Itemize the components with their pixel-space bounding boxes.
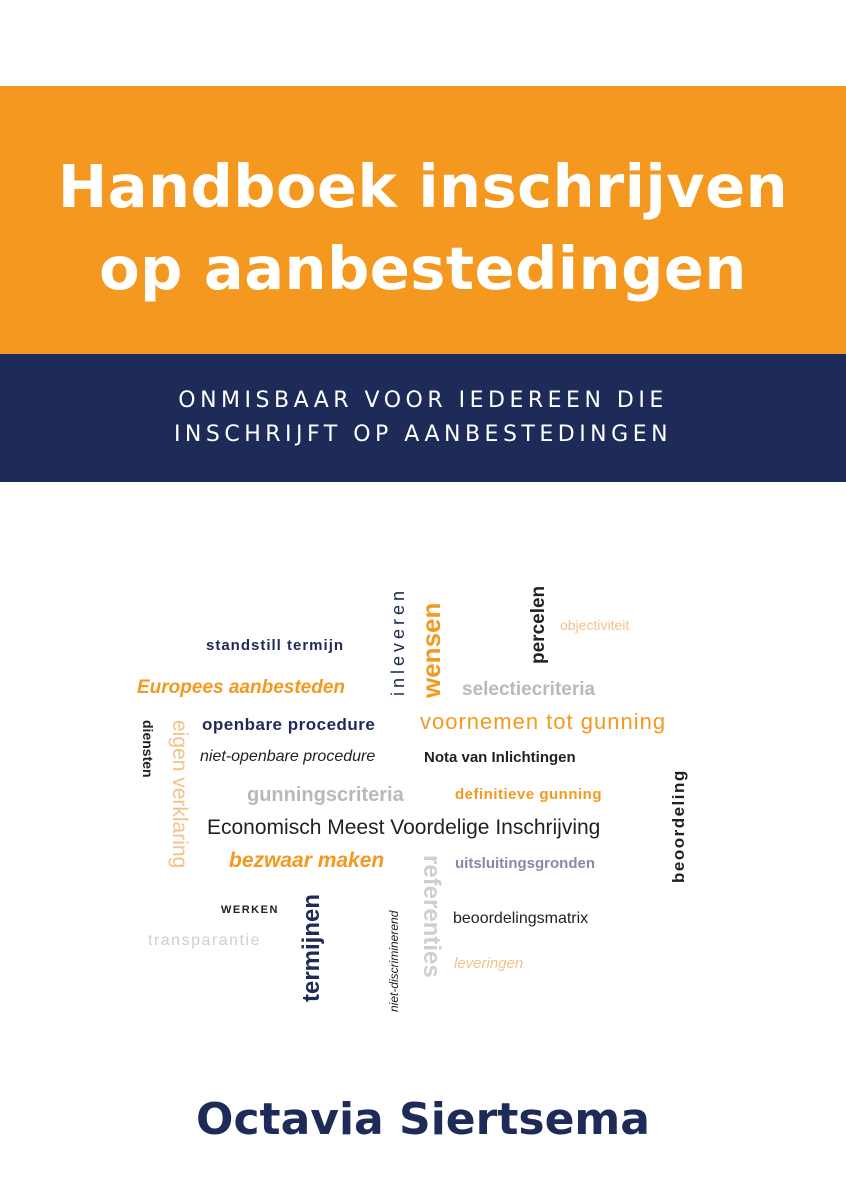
word-bezwaar-maken: bezwaar maken (229, 849, 385, 872)
word-standstill-termijn: standstill termijn (206, 637, 345, 654)
word-niet-discriminerend: niet-discriminerend (387, 910, 401, 1012)
word-nota-van-inlichtingen: Nota van Inlichtingen (424, 749, 576, 766)
word-gunningscriteria: gunningscriteria (247, 784, 404, 806)
word-referenties: referenties (418, 855, 445, 978)
word-termijnen: termijnen (298, 893, 325, 1002)
word-europees-aanbesteden: Europees aanbesteden (137, 677, 346, 698)
word-niet-openbare-procedure: niet-openbare procedure (200, 748, 376, 765)
word-beoordeling: beoordeling (669, 769, 688, 883)
word-selectiecriteria: selectiecriteria (462, 679, 596, 700)
word-definitieve-gunning: definitieve gunning (455, 786, 602, 803)
word-eigen-verklaring: eigen verklaring (168, 720, 191, 869)
book-title-line-2: op aanbestedingen (99, 234, 747, 303)
word-werken: WERKEN (221, 904, 279, 916)
word-uitsluitingsgronden: uitsluitingsgronden (455, 855, 595, 872)
word-wensen: wensen (416, 602, 446, 698)
word-transparantie: transparantie (148, 932, 261, 949)
word-inleveren: inleveren (388, 586, 408, 696)
word-percelen: percelen (528, 585, 549, 664)
title-band (0, 86, 846, 354)
word-leveringen: leveringen (454, 955, 524, 972)
author-name: Octavia Siertsema (196, 1094, 650, 1145)
subtitle-band (0, 354, 846, 482)
word-voornemen-tot-gunning: voornemen tot gunning (420, 709, 667, 734)
book-title-line-1: Handboek inschrijven (57, 152, 789, 221)
word-diensten: diensten (140, 720, 156, 778)
subtitle-line-1: ONMISBAAR VOOR IEDEREEN DIE (178, 388, 668, 413)
subtitle-line-2: INSCHRIJFT OP AANBESTEDINGEN (173, 422, 673, 447)
word-objectiviteit: objectiviteit (560, 617, 630, 633)
word-openbare-procedure: openbare procedure (202, 715, 376, 734)
word-beoordelingsmatrix: beoordelingsmatrix (453, 910, 589, 927)
word-emvi: Economisch Meest Voordelige Inschrijving (207, 816, 601, 839)
